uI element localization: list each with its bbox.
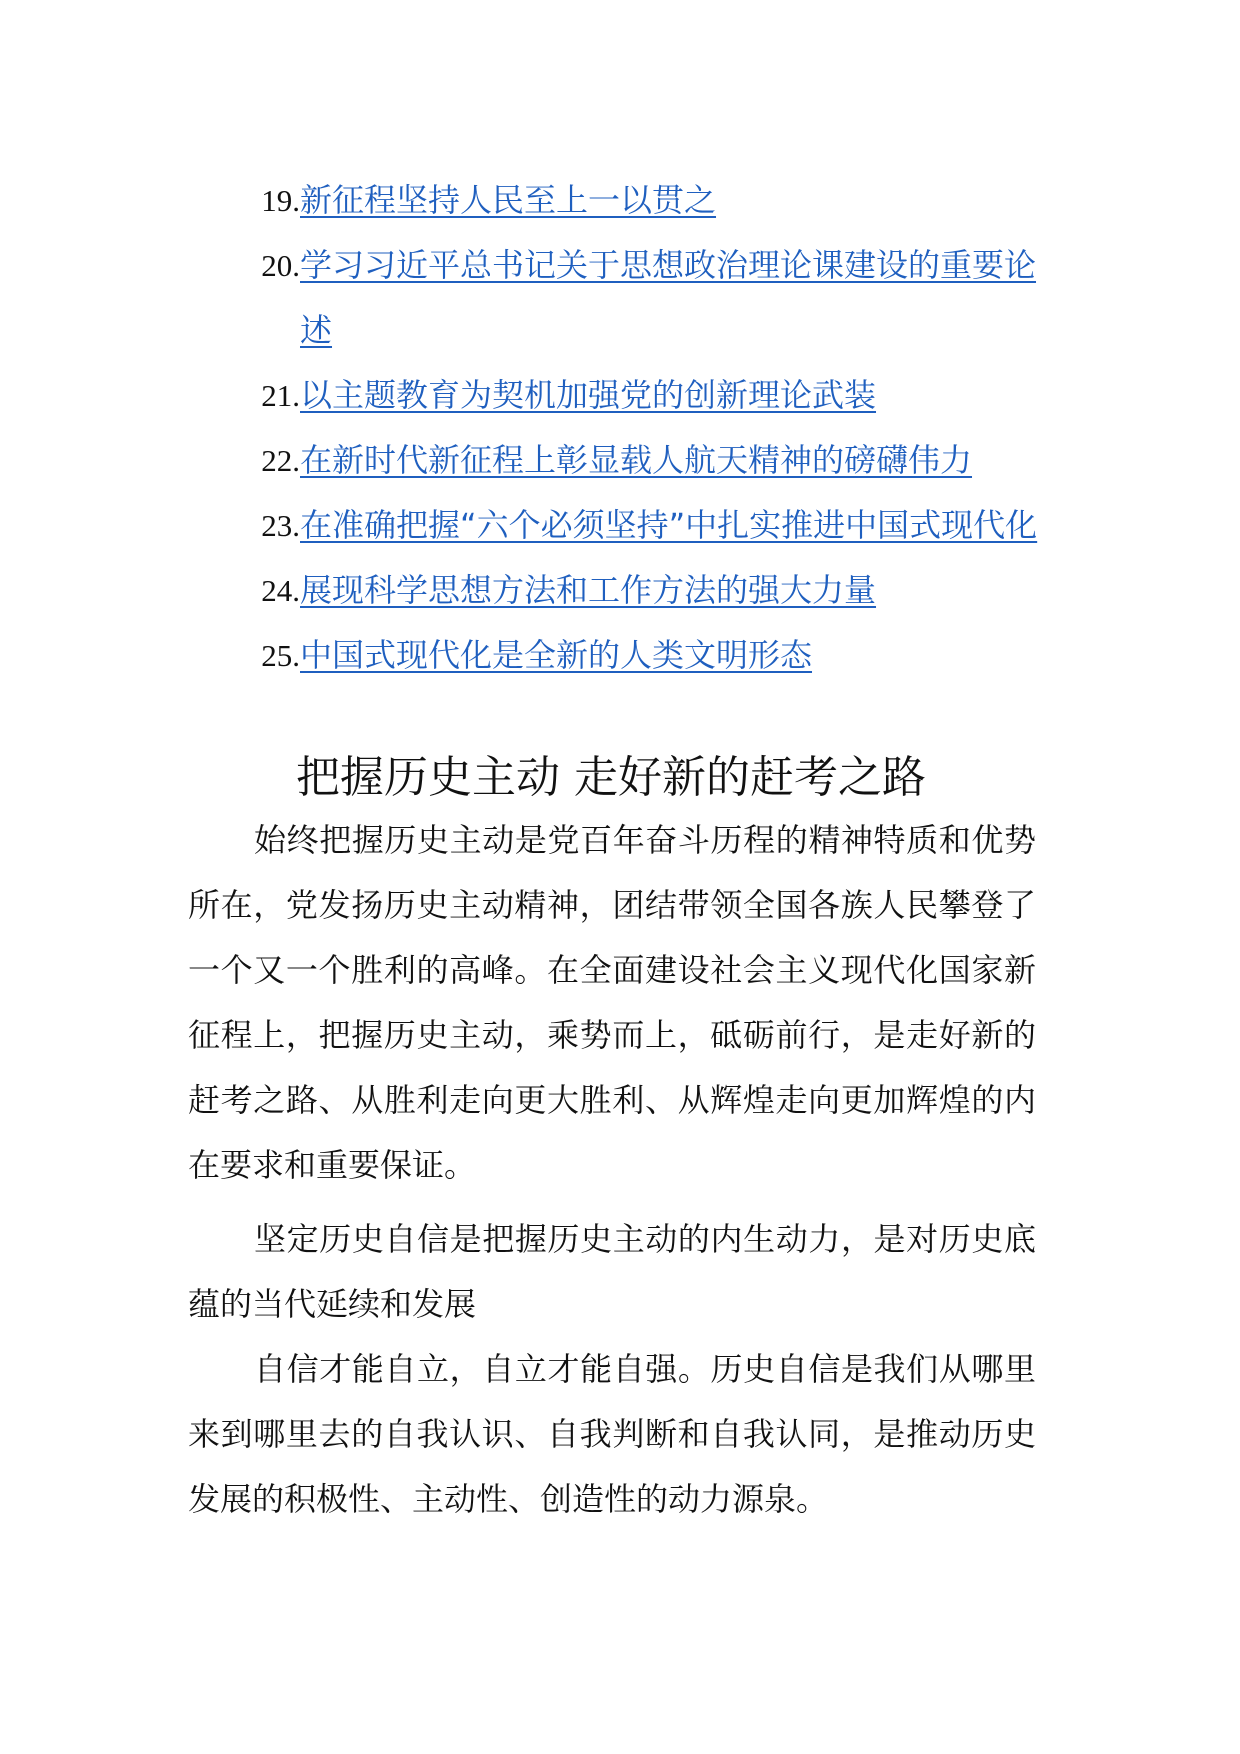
toc-link-23[interactable]: 在准确把握“六个必须坚持”中扎实推进中国式现代化 bbox=[300, 506, 1038, 544]
toc-item-number: 20. bbox=[261, 248, 300, 283]
toc-link-21[interactable]: 以主题教育为契机加强党的创新理论武装 bbox=[300, 376, 877, 414]
toc-item-number: 24. bbox=[261, 573, 300, 608]
toc-item-25 bbox=[254, 623, 1054, 688]
toc-item-19 bbox=[254, 168, 1054, 233]
article bbox=[188, 748, 1036, 1532]
toc-link-22[interactable]: 在新时代新征程上彰显载人航天精神的磅礴伟力 bbox=[300, 441, 973, 479]
toc-item-24 bbox=[254, 558, 1054, 623]
toc-link-19[interactable]: 新征程坚持人民至上一以贯之 bbox=[300, 181, 717, 219]
toc-item-20 bbox=[254, 233, 1054, 363]
toc-item-number: 19. bbox=[261, 183, 300, 218]
toc-link-24[interactable]: 展现科学思想方法和工作方法的强大力量 bbox=[300, 571, 877, 609]
toc-link-20[interactable]: 学习习近平总书记关于思想政治理论课建设的重要论述 bbox=[300, 246, 1037, 349]
toc-item-number: 22. bbox=[261, 443, 300, 478]
toc-item-number: 23. bbox=[261, 508, 300, 543]
paragraph-gap bbox=[188, 1198, 1036, 1207]
toc-item-number: 25. bbox=[261, 638, 300, 673]
article-paragraph: 自信才能自立，自立才能自强。历史自信是我们从哪里来到哪里去的自我认识、自我判断和自我认同，是推动历史发展的积极性、主动性、创造性的动力源泉。 bbox=[188, 1350, 1036, 1518]
toc-list bbox=[254, 168, 1054, 688]
article-paragraph: 始终把握历史主动是党百年奋斗历程的精神特质和优势所在，党发扬历史主动精神，团结带领全国各族人民攀登了一个又一个胜利的高峰。在全面建设社会主义现代化国家新征程上，把握历史主动，乘势而上，砥砺前行，是走好新的赶考之路、从胜利走向更大胜利、从辉煌走向更加辉煌的内在要求和重要保证。 bbox=[188, 821, 1036, 1184]
toc-item-21 bbox=[254, 363, 1054, 428]
article-title: 把握历史主动 走好新的赶考之路 bbox=[296, 752, 926, 803]
toc-item-23 bbox=[254, 493, 1054, 558]
toc-link-25[interactable]: 中国式现代化是全新的人类文明形态 bbox=[300, 636, 813, 674]
toc-item-22 bbox=[254, 428, 1054, 493]
toc-item-number: 21. bbox=[261, 378, 300, 413]
section-heading: 坚定历史自信是把握历史主动的内生动力，是对历史底蕴的当代延续和发展 bbox=[188, 1220, 1036, 1323]
